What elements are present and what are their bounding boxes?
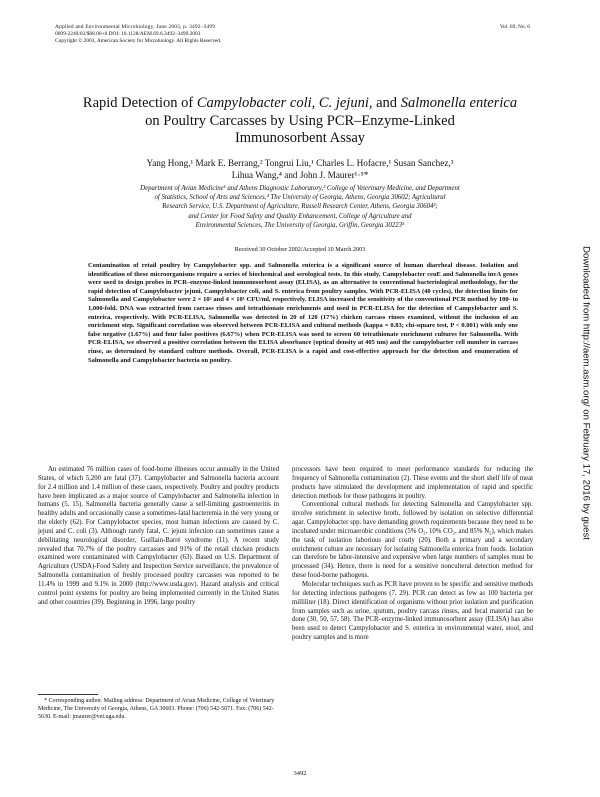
body-column-right	[292, 466, 533, 643]
paragraph: Conventional cultural methods for detecting Salmonella and Campylobacter spp. involve enrichment in selective broth, followed by isolation on selective differential agar. Campylobacter spp. have demanding growth requirements because they need to be incubated under microaerobic conditions (5% O₂, 10% CO₂, and 85% N₂), which makes the task of isolation laborious and costly (20). Both a primary and a secondary enrichment culture are necessary for isolating Salmonella enterica from foods. Isolation can therefore be labor-intensive and expensive when large numbers of samples must be processed (34). Hence, there is need for a sensitive nonculteral detection method for these food-borne pathogens.	[292, 501, 533, 580]
article-title: Rapid Detection of Campylobacter coli, C. jejuni, and Salmonella enterica on Poultry Carcasses by Using PCR–Enzyme-Linked Immunosorbent Assay	[82, 95, 518, 146]
copyright-line: Copyright © 2003, American Society for Microbiology. All Rights Reserved.	[55, 38, 222, 44]
footnote-rule	[38, 694, 98, 695]
download-watermark	[579, 183, 593, 603]
abstract: Contamination of retail poultry by Campylobacter spp. and Salmonella enterica is a significant source of human diarrheal disease. Isolation and identification of these microorganisms require a series of biochemical and serological tests. In this study, Campylobacter ceuE and Salmonella invA genes were used to design probes in PCR–enzyme-linked immunosorbent assay (ELISA), as an alternative to conventional bacteriological methodology, for the rapid detection of Campylobacter jejuni, Campylobacter coli, and S. enterica from poultry samples. With PCR-ELISA (40 cycles), the detection limits for Salmonella and Campylobacter were 2 × 10² and 4 × 10¹ CFU/ml, respectively. ELISA increased the sensitivity of the conventional PCR method by 100- to 1,000-fold. DNA was extracted from carcass rinses and tetrathionate enrichments and used in PCR-ELISA for the detection of Campylobacter and S. enterica, respectively. With PCR-ELISA, Salmonella was detected in 20 of 120 (17%) chicken carcass rinses examined, without the inclusion of an enrichment step. Significant correlation was observed between PCR-ELISA and cultural methods (kappa = 0.83; chi-square test, P < 0.001) with only one false negative (1.67%) and four false positives (6.67%) when PCR-ELISA was used to screen 60 tetrathionate enrichment cultures for Salmonella. With PCR-ELISA, we observed a positive correlation between the ELISA absorbance (optical density at 405 nm) and the campylobacter cell number in carcass rinse, as determined by standard culture methods. Overall, PCR-ELISA is a rapid and cost-effective approach for the detection and enumeration of Salmonella and Campylobacter bacteria on poultry.	[88, 262, 518, 364]
journal-header	[55, 24, 530, 45]
page-number: 3492	[293, 770, 307, 777]
affiliations: Department of Avian Medicine¹ and Athens Diagnostic Laboratory,³ College of Veterinary Medicine, and Department of Statistics, School of Arts and Sciences,⁴ The University of Georgia, Athens, Georgia 30602; Agricultural Research Service, U.S. Department of Agriculture, Russell Research Center, Athens, Georgia 30604²; and Center for Food Safety and Quality Enhancement, College of Agriculture and Environmental Sciences, The University of Georgia, Griffin, Georgia 30223⁵	[140, 185, 460, 229]
received-dates: Received 30 October 2002/Accepted 10 March 2003	[234, 246, 366, 253]
volume-issue: Vol. 69, No. 6	[499, 24, 530, 30]
paragraph: processors have been required to meet performance standards for reducing the frequency of Salmonella contamination (2). These events and the short shelf life of meat products have stimulated the development and implementation of rapid and specific detection methods for those pathogens in poultry.	[292, 466, 533, 500]
doi-line: 0099-2240/03/$08.00+0 DOI: 10.1128/AEM.69.6.3492–3499.2003	[55, 31, 201, 37]
corresponding-author-footnote: * Corresponding author. Mailing address: Department of Avian Medicine, College of Veterinary Medicine, The University of Georgia, Athens, GA 30603. Phone: (706) 542-5071. Fax: (706) 542-5630. E-mail: jmaurer@vet.uga.edu.	[38, 698, 275, 720]
paragraph: Molecular techniques such as PCR have proven to be specific and sensitive methods for detecting infectious pathogens (7, 29). PCR can detect as few as 100 bacteria per milliliter (18). Direct identification of organisms without prior isolation and purification from samples such as urine, sputum, poultry carcass rinses, and fecal material can be done (30, 50, 57, 58). The PCR–enzyme-linked immunosorbent assay (ELISA) has also been used to detect Campylobacter and S. enterica in environmental water, stool, and poultry samples and is more	[292, 580, 533, 642]
body-column-left	[38, 466, 279, 608]
author-list: Yang Hong,¹ Mark E. Berrang,² Tongrui Liu,¹ Charles L. Hofacre,¹ Susan Sanchez,³ Lihua Wang,⁴ and John J. Maurer¹·⁵*	[146, 158, 454, 180]
watermark-text: Downloaded from http://aem.asm.org/ on February 17, 2016 by guest	[580, 246, 592, 540]
paragraph: An estimated 76 million cases of food-borne illnesses occur annually in the United States, of which 5,200 are fatal (37). Campylobacter and Salmonella bacteria account for 2.4 million and 1.4 million of these cases, respectively. Poultry and poultry products have been implicated as a major source of Campylobacter and Salmonella infection in humans (5, 15). Salmonella bacteria generally cause a self-limiting gastroenteritis in healthy adults and occasionally cause a sometimes-fatal bacteremia in the very young or the elderly (62). For Campylobacter species, most human infections are caused by C. jejuni and C. coli (3). Although rarely fatal, C. jejuni infection can sometimes cause a debilitating neurological disorder, Guillain-Barré syndrome (11). A recent study revealed that 70.7% of the poultry carcasses and 91% of the retail chicken products examined were contaminated with Campylobacter (63). Based on U.S. Department of Agriculture (USDA)-Food Safety and Inspection Service surveillance, the prevalence of Salmonella contamination of freshly processed poultry carcasses was reported to be 11.4% in 1999 and 9.1% in 2000 (http://www.usda.gov). Hazard analysis and critical control point systems for poultry are being implemented currently in the United States and other countries (39). Beginning in 1996, large poultry	[38, 466, 279, 606]
journal-citation: Applied and Environmental Microbiology, June 2003, p. 3492–3499	[55, 24, 216, 30]
